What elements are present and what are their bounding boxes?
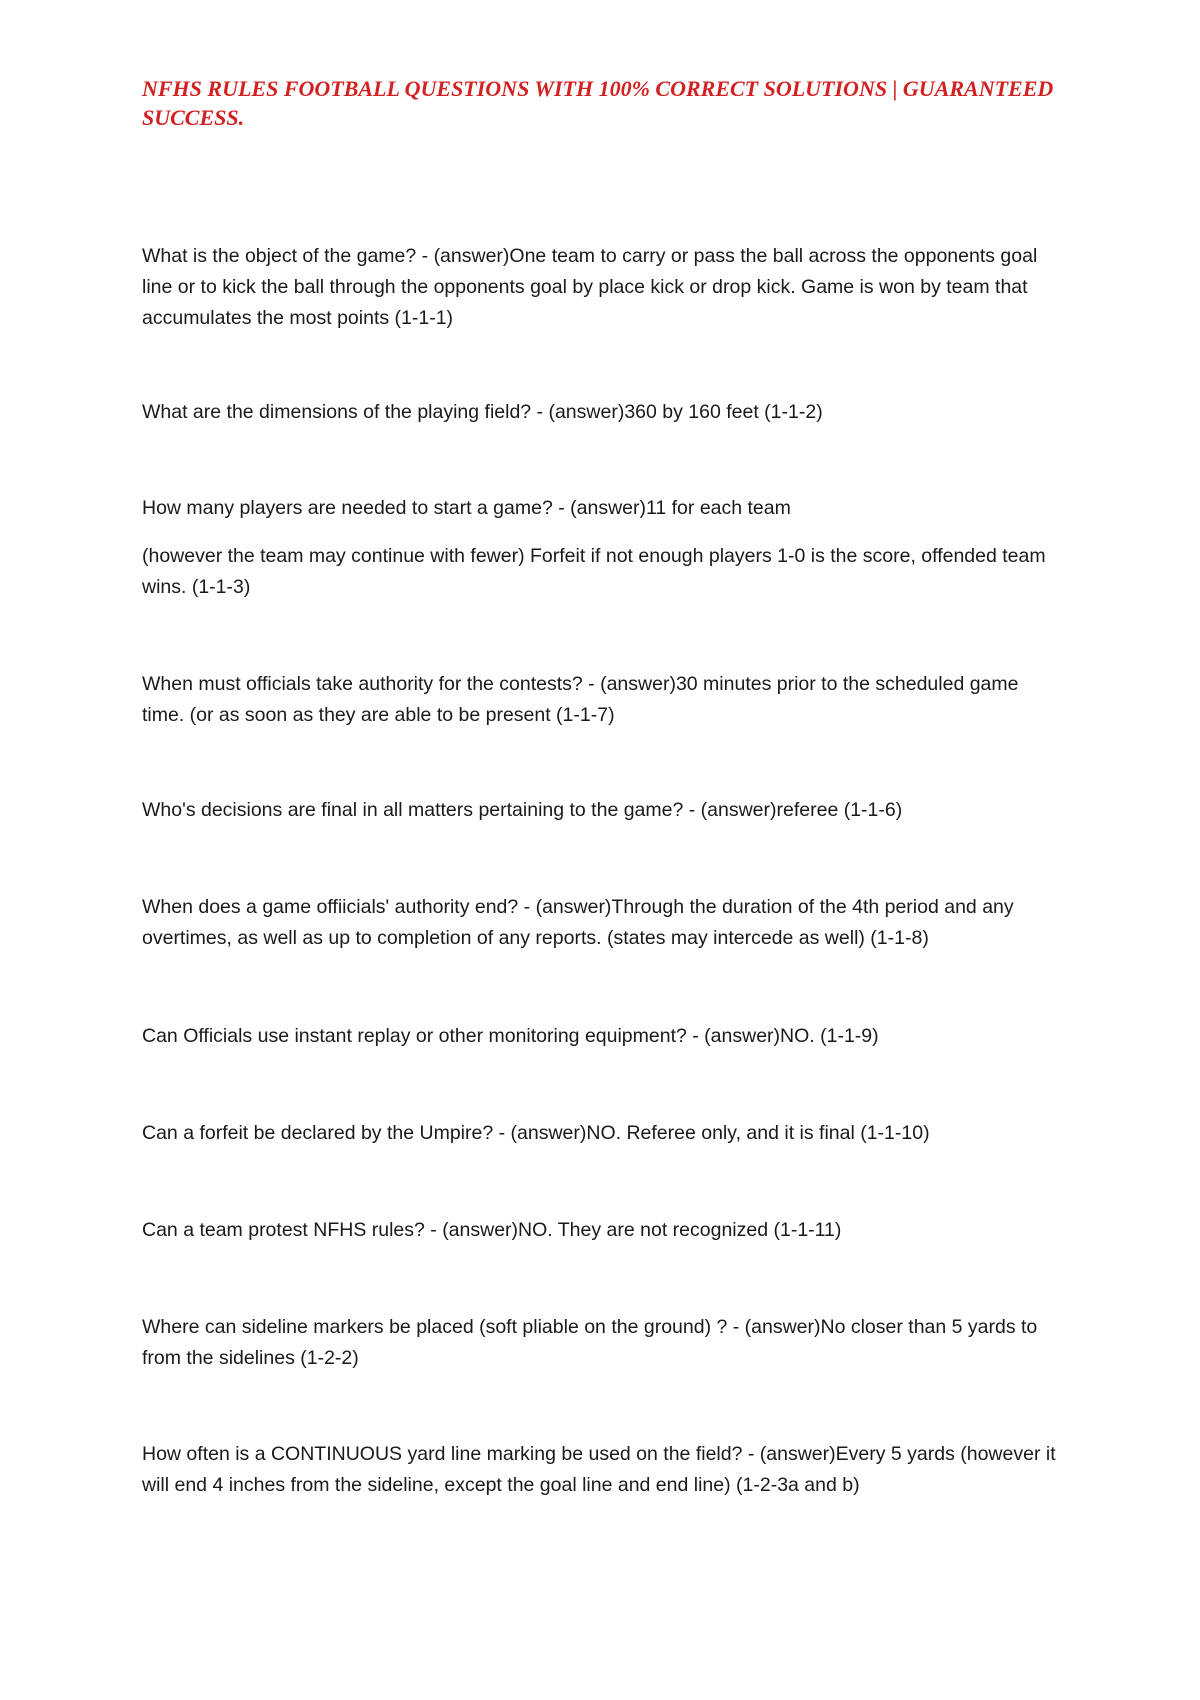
qa-paragraph-1: What is the object of the game? - (answer)One team to carry or pass the ball across the opponents goal line or to kick the ball through the opponents goal by place kick or drop kick. Game is won by team that accumulates the most points (1-1-1) — [142, 245, 1038, 329]
qa-paragraph-3-continued: (however the team may continue with fewer) Forfeit if not enough players 1-0 is the score, offended team wins. (1-1-3) — [142, 545, 1046, 598]
qa-paragraph-5: Who's decisions are final in all matters pertaining to the game? - (answer)referee (1-1-6) — [142, 799, 903, 821]
qa-paragraph-3: How many players are needed to start a game? - (answer)11 for each team — [142, 497, 791, 519]
document-title: NFHS RULES FOOTBALL QUESTIONS WITH 100% CORRECT SOLUTIONS | GUARANTEED SUCCESS. — [142, 76, 1054, 130]
qa-paragraph-11: How often is a CONTINUOUS yard line marking be used on the field? - (answer)Every 5 yards (however it will end 4 inches from the sideline, except the goal line and end line) (1-2-3a and b) — [142, 1443, 1056, 1496]
qa-paragraph-9: Can a team protest NFHS rules? - (answer)NO. They are not recognized (1-1-11) — [142, 1219, 842, 1241]
qa-paragraph-7: Can Officials use instant replay or other monitoring equipment? - (answer)NO. (1-1-9) — [142, 1025, 879, 1047]
qa-paragraph-8: Can a forfeit be declared by the Umpire? - (answer)NO. Referee only, and it is final (1-1-10) — [142, 1122, 930, 1144]
qa-paragraph-2: What are the dimensions of the playing field? - (answer)360 by 160 feet (1-1-2) — [142, 401, 823, 423]
qa-paragraph-4: When must officials take authority for the contests? - (answer)30 minutes prior to the scheduled game time. (or as soon as they are able to be present (1-1-7) — [142, 673, 1019, 726]
qa-paragraph-6: When does a game offiicials' authority end? - (answer)Through the duration of the 4th period and any overtimes, as well as up to completion of any reports. (states may intercede as well) (1-1-8) — [142, 896, 1014, 949]
qa-paragraph-10: Where can sideline markers be placed (soft pliable on the ground) ? - (answer)No closer than 5 yards to from the sidelines (1-2-2) — [142, 1316, 1038, 1369]
